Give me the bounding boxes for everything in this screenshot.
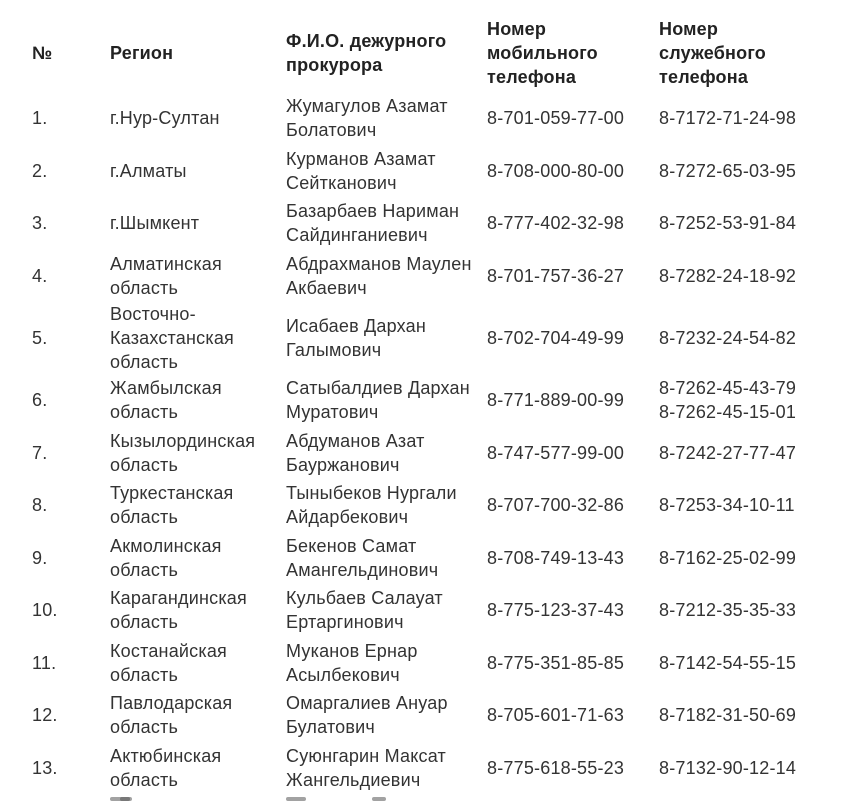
office-phone-number: 8-7253-34-10-11 xyxy=(659,495,795,516)
region-cell: г.Алматы xyxy=(110,160,187,181)
office-phone-cell xyxy=(655,92,828,145)
office-phone-cell xyxy=(655,197,828,250)
region-cell: Жамбылская область xyxy=(110,378,222,423)
region-cell: Алматинская область xyxy=(110,253,222,298)
region-cell: Восточно-Казахстанская область xyxy=(110,304,234,372)
cut-off-next-row xyxy=(0,797,865,809)
table-row xyxy=(28,689,828,742)
office-phone-cell xyxy=(655,374,828,427)
office-phone-number: 8-7162-25-02-99 xyxy=(659,547,797,568)
office-phone-cell xyxy=(655,742,828,795)
row-number-text: 7. xyxy=(32,442,48,463)
row-number-text: 5. xyxy=(32,328,48,348)
region-cell: Костанайская область xyxy=(110,640,227,685)
row-number xyxy=(28,250,106,303)
row-number xyxy=(28,637,106,690)
prosecutor-name-cell: Муканов Ернар Асылбекович xyxy=(286,640,418,685)
region-cell: г.Нур-Султан xyxy=(110,108,220,129)
prosecutor-name-cell: Бекенов Самат Амангельдинович xyxy=(286,535,439,580)
prosecutor-name-cell: Суюнгарин Максат Жангельдиевич xyxy=(286,745,446,790)
row-number-text: 4. xyxy=(32,265,48,286)
office-phone-cell xyxy=(655,532,828,585)
prosecutor-name-cell: Сатыбалдиев Дархан Муратович xyxy=(286,378,470,423)
region-cell: Туркестанская область xyxy=(110,483,234,528)
prosecutor-name-cell: Жумагулов Азамат Болатович xyxy=(286,96,448,141)
row-number-text: 10. xyxy=(32,600,58,621)
table-row xyxy=(28,742,828,795)
prosecutor-name-cell: Курманов Азамат Сейтканович xyxy=(286,148,436,193)
table-row xyxy=(28,584,828,637)
mobile-phone-cell: 8-775-351-85-85 xyxy=(487,652,625,673)
header-row xyxy=(28,13,828,92)
table-row xyxy=(28,532,828,585)
header-office: Номер служебного телефона xyxy=(659,18,766,87)
row-number-text: 1. xyxy=(32,108,48,129)
office-phone-cell xyxy=(655,479,828,532)
row-number-text: 12. xyxy=(32,705,58,726)
office-phone-number: 8-7182-31-50-69 xyxy=(659,705,797,726)
office-phone-number: 8-7272-65-03-95 xyxy=(659,160,797,181)
row-number-text: 9. xyxy=(32,547,48,568)
office-phone-number: 8-7242-27-77-47 xyxy=(659,442,797,463)
table-row xyxy=(28,427,828,480)
office-phone-cell xyxy=(655,302,828,374)
office-phone-cell xyxy=(655,250,828,303)
row-number xyxy=(28,374,106,427)
table-row xyxy=(28,302,828,374)
row-number xyxy=(28,479,106,532)
region-cell: Карагандинская область xyxy=(110,588,247,633)
prosecutor-name-cell: Абдрахманов Маулен Акбаевич xyxy=(286,253,472,298)
prosecutor-name-cell: Кульбаев Салауат Ертаргинович xyxy=(286,588,443,633)
office-phone-cell xyxy=(655,584,828,637)
mobile-phone-cell: 8-705-601-71-63 xyxy=(487,705,625,726)
row-number-text: 11. xyxy=(32,652,57,673)
office-phone-number: 8-7232-24-54-82 xyxy=(659,328,797,348)
row-number-text: 8. xyxy=(32,495,48,516)
mobile-phone-cell: 8-702-704-49-99 xyxy=(487,328,625,348)
prosecutor-name-cell: Тыныбеков Нургали Айдарбекович xyxy=(286,483,457,528)
table-body xyxy=(28,92,828,794)
office-phone-number: 8-7142-54-55-15 xyxy=(659,652,797,673)
office-phone-number: 8-7132-90-12-14 xyxy=(659,757,797,778)
region-cell: г.Шымкент xyxy=(110,213,200,234)
row-number-text: 3. xyxy=(32,213,48,234)
header-mobile: Номер мобильного телефона xyxy=(487,18,598,87)
office-phone-cell xyxy=(655,145,828,198)
office-phone-cell xyxy=(655,427,828,480)
mobile-phone-cell: 8-707-700-32-86 xyxy=(487,495,625,516)
office-phone-cell xyxy=(655,689,828,742)
office-phone-number: 8-7172-71-24-98 xyxy=(659,108,797,129)
office-phone-number: 8-7252-53-91-84 xyxy=(659,213,797,234)
prosecutor-name-cell: Омаргалиев Ануар Булатович xyxy=(286,693,448,738)
duty-prosecutors-table xyxy=(28,13,828,794)
mobile-phone-cell: 8-771-889-00-99 xyxy=(487,390,625,411)
table-row xyxy=(28,637,828,690)
table-row xyxy=(28,145,828,198)
prosecutor-name-cell: Исабаев Дархан Галымович xyxy=(286,316,426,360)
row-number-text: 2. xyxy=(32,160,48,181)
mobile-phone-cell: 8-708-000-80-00 xyxy=(487,160,625,181)
table-row xyxy=(28,374,828,427)
office-phone-number: 8-7262-45-43-79 xyxy=(659,378,797,399)
region-cell: Кызылординская область xyxy=(110,430,256,475)
row-number xyxy=(28,742,106,795)
row-number-text: 13. xyxy=(32,757,58,778)
row-number xyxy=(28,145,106,198)
region-cell: Акмолинская область xyxy=(110,535,222,580)
prosecutor-name-cell: Базарбаев Нариман Сайдинганиевич xyxy=(286,201,460,246)
office-phone-number: 8-7212-35-35-33 xyxy=(659,600,797,621)
office-phone-number: 8-7262-45-15-01 xyxy=(659,402,797,423)
mobile-phone-cell: 8-777-402-32-98 xyxy=(487,213,625,234)
mobile-phone-cell: 8-701-059-77-00 xyxy=(487,108,625,129)
row-number xyxy=(28,427,106,480)
table-header xyxy=(28,13,828,92)
office-phone-cell xyxy=(655,637,828,690)
row-number xyxy=(28,532,106,585)
row-number xyxy=(28,92,106,145)
table-row xyxy=(28,479,828,532)
office-phone-number: 8-7282-24-18-92 xyxy=(659,265,797,286)
row-number xyxy=(28,689,106,742)
mobile-phone-cell: 8-701-757-36-27 xyxy=(487,265,625,286)
table-row xyxy=(28,250,828,303)
header-fio: Ф.И.О. дежурного прокурора xyxy=(286,30,447,75)
row-number xyxy=(28,584,106,637)
table-row xyxy=(28,92,828,145)
mobile-phone-cell: 8-708-749-13-43 xyxy=(487,547,625,568)
mobile-phone-cell: 8-747-577-99-00 xyxy=(487,442,625,463)
header-region: Регион xyxy=(110,42,174,63)
header-num: № xyxy=(32,42,53,63)
row-number xyxy=(28,302,106,374)
mobile-phone-cell: 8-775-123-37-43 xyxy=(487,600,625,621)
mobile-phone-cell: 8-775-618-55-23 xyxy=(487,757,625,778)
row-number xyxy=(28,197,106,250)
region-cell: Павлодарская область xyxy=(110,693,233,738)
row-number-text: 6. xyxy=(32,390,48,411)
region-cell: Актюбинская область xyxy=(110,745,222,790)
prosecutor-name-cell: Абдуманов Азат Бауржанович xyxy=(286,430,425,475)
table-row xyxy=(28,197,828,250)
